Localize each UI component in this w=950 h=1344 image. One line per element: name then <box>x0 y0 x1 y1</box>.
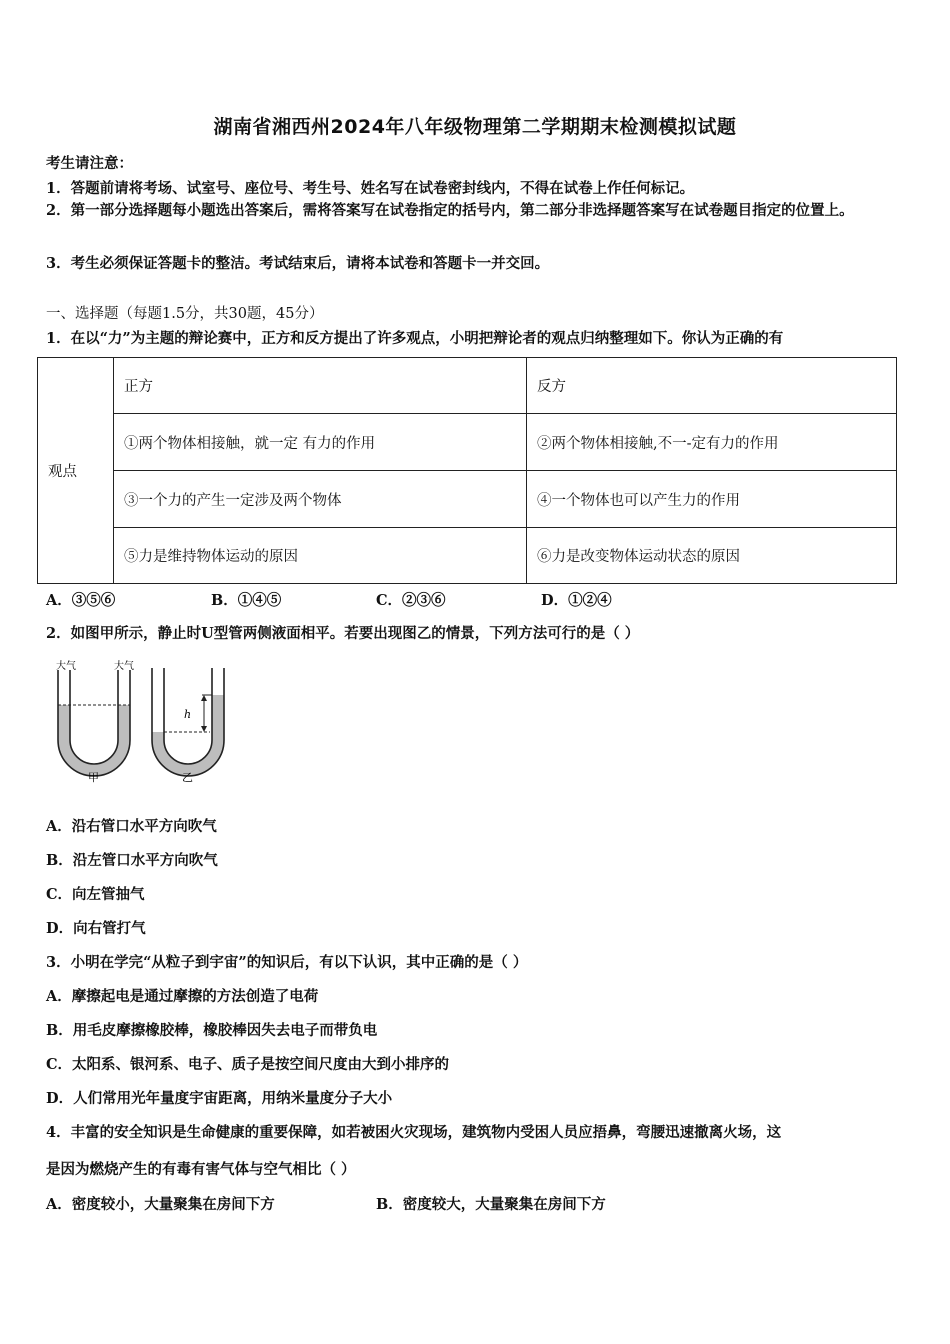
q3-stem: 3．小明在学完“从粒子到宇宙”的知识后，有以下认识，其中正确的是（ ） <box>46 954 528 971</box>
notice-item-3: 3．考生必须保证答题卡的整洁。考试结束后，请将本试卷和答题卡一并交回。 <box>46 255 550 272</box>
q1-col-con: 反方 <box>527 358 897 414</box>
q2-option-a: A．沿右管口水平方向吹气 <box>46 818 217 835</box>
q1-cell-pro-3: ⑤力是维持物体运动的原因 <box>114 528 527 584</box>
section-heading: 一、选择题（每题1.5分，共30题，45分） <box>46 306 324 322</box>
q1-cell-con-2: ④一个物体也可以产生力的作用 <box>527 471 897 528</box>
label-yi: 乙 <box>182 771 193 784</box>
q1-cell-con-1: ②两个物体相接触,不一-定有力的作用 <box>527 414 897 471</box>
u-tube-figure <box>50 660 250 785</box>
label-air-right: 大气 <box>114 661 134 672</box>
label-air-left: 大气 <box>56 661 76 672</box>
q1-cell-pro-2: ③一个力的产生一定涉及两个物体 <box>114 471 527 528</box>
q4-option-b: B．密度较大，大量聚集在房间下方 <box>376 1196 606 1213</box>
q2-option-d: D．向右管打气 <box>46 920 146 937</box>
q4-options <box>46 1193 606 1214</box>
u-tube-jia <box>56 660 134 784</box>
q1-option-d: D．①②④ <box>541 592 612 609</box>
q2-option-b: B．沿左管口水平方向吹气 <box>46 852 218 869</box>
q4-option-a: A．密度较小，大量聚集在房间下方 <box>46 1196 275 1213</box>
q1-option-b: B．①④⑤ <box>211 592 282 609</box>
q3-option-a: A．摩擦起电是通过摩擦的方法创造了电荷 <box>46 988 319 1005</box>
q1-stem: 1．在以“力”为主题的辩论赛中，正方和反方提出了许多观点，小明把辩论者的观点归纳整理如下。你认为正确的有 <box>46 330 784 347</box>
q3-option-c: C．太阳系、银河系、电子、质子是按空间尺度由大到小排序的 <box>46 1056 450 1073</box>
u-tube-yi <box>152 668 224 784</box>
label-h: h <box>184 708 192 721</box>
q3-option-b: B．用毛皮摩擦橡胶棒，橡胶棒因失去电子而带负电 <box>46 1022 378 1039</box>
notice-item-1: 1．答题前请将考场、试室号、座位号、考生号、姓名写在试卷密封线内，不得在试卷上作任何标记。 <box>46 180 695 197</box>
q1-options <box>46 589 612 610</box>
exam-title: 湖南省湘西州2024年八年级物理第二学期期末检测模拟试题 <box>213 116 737 138</box>
label-jia: 甲 <box>88 771 99 784</box>
q1-cell-con-3: ⑥力是改变物体运动状态的原因 <box>527 528 897 584</box>
q1-option-a: A．③⑤⑥ <box>46 592 116 609</box>
q1-row-header: 观点 <box>38 358 114 584</box>
q4-stem-line1: 4．丰富的安全知识是生命健康的重要保障，如若被困火灾现场，建筑物内受困人员应捂鼻，弯腰迅速撤离火场，这 <box>46 1124 782 1141</box>
notice-heading: 考生请注意： <box>46 155 133 172</box>
q1-cell-pro-1: ①两个物体相接触，就一定 有力的作用 <box>114 414 527 471</box>
q4-stem-line2: 是因为燃烧产生的有毒有害气体与空气相比（ ） <box>46 1161 356 1178</box>
q2-stem: 2．如图甲所示，静止时U型管两侧液面相平。若要出现图乙的情景，下列方法可行的是（ ） <box>46 625 640 642</box>
q1-option-c: C．②③⑥ <box>376 592 446 609</box>
q1-opinion-table <box>37 357 897 584</box>
notice-item-2: 2．第一部分选择题每小题选出答案后，需将答案写在试卷指定的括号内，第二部分非选择题答案写在试卷题目指定的位置上。 <box>46 202 854 219</box>
q2-option-c: C．向左管抽气 <box>46 886 145 903</box>
q3-option-d: D．人们常用光年量度宇宙距离，用纳米量度分子大小 <box>46 1090 393 1107</box>
q1-col-pro: 正方 <box>114 358 527 414</box>
